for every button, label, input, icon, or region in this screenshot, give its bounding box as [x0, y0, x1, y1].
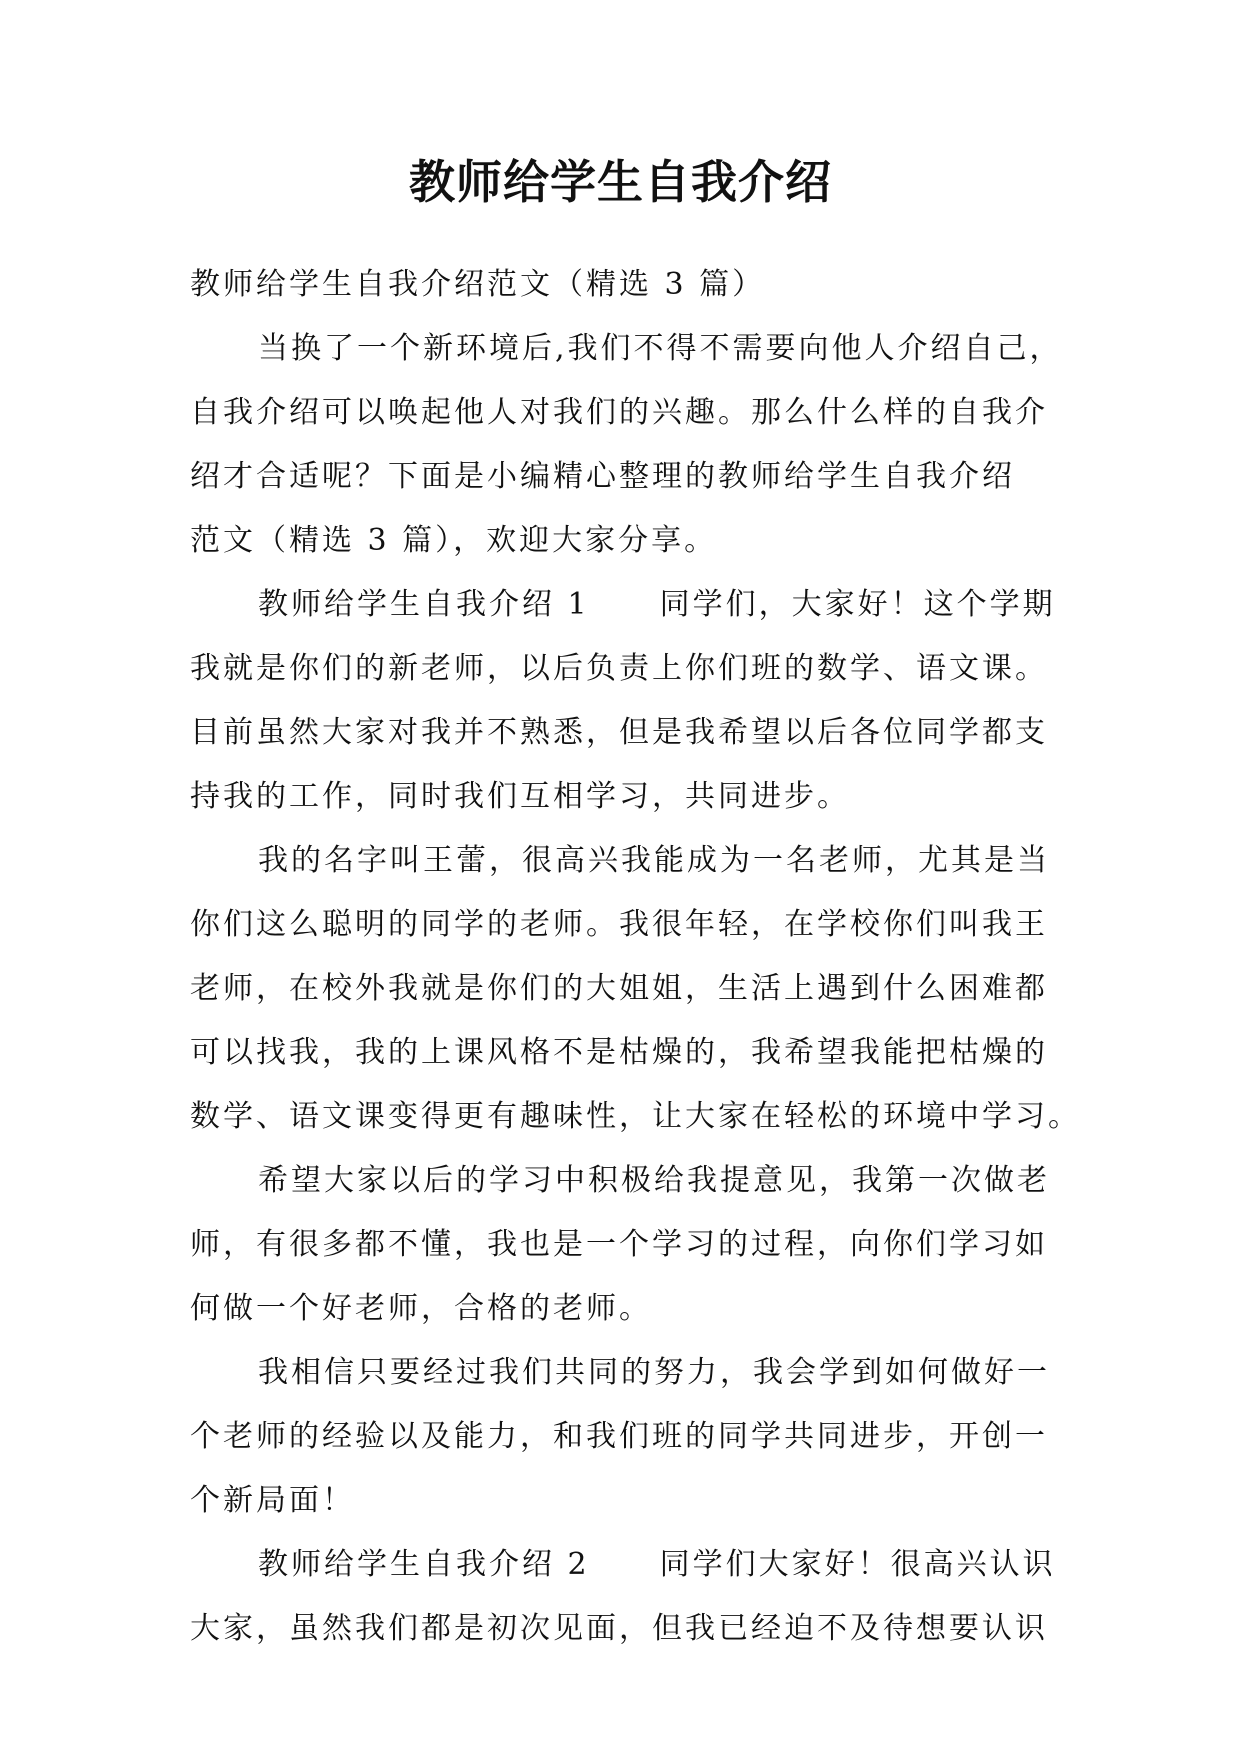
- paragraph-line: 我的名字叫王蕾，很高兴我能成为一名老师，尤其是当: [258, 843, 1050, 878]
- paragraph-line: 可以找我，我的上课风格不是枯燥的，我希望我能把枯燥的: [190, 1035, 1048, 1070]
- paragraph-line: 个新局面！: [190, 1483, 355, 1518]
- paragraph-line: 当换了一个新环境后,我们不得不需要向他人介绍自己，: [258, 331, 1063, 366]
- paragraph-line: 范文（精选 3 篇），欢迎大家分享。: [190, 523, 718, 558]
- paragraph-line: 大家，虽然我们都是初次见面，但我已经迫不及待想要认识: [190, 1611, 1048, 1646]
- paragraph-line: 何做一个好老师，合格的老师。: [190, 1291, 652, 1326]
- paragraph-line: 持我的工作，同时我们互相学习，共同进步。: [190, 779, 850, 814]
- paragraph-line: 自我介绍可以唤起他人对我们的兴趣。那么什么样的自我介: [190, 395, 1048, 430]
- paragraph-line: 数学、语文课变得更有趣味性，让大家在轻松的环境中学习。: [190, 1099, 1081, 1134]
- paragraph-line: 老师，在校外我就是你们的大姐姐，生活上遇到什么困难都: [190, 971, 1048, 1006]
- paragraph-line: 个老师的经验以及能力，和我们班的同学共同进步，开创一: [190, 1419, 1048, 1454]
- document-title: 教师给学生自我介绍: [409, 155, 832, 209]
- section-heading-line: [190, 1533, 1070, 1597]
- paragraph-line: 希望大家以后的学习中积极给我提意见，我第一次做老: [258, 1163, 1050, 1198]
- paragraph-line: 你们这么聪明的同学的老师。我很年轻，在学校你们叫我王: [190, 907, 1048, 942]
- paragraph-line: 我就是你们的新老师，以后负责上你们班的数学、语文课。: [190, 651, 1048, 686]
- section-opening-text: 同学们大家好！很高兴认识: [659, 1547, 1056, 1582]
- paragraph-line: 绍才合适呢？下面是小编精心整理的教师给学生自我介绍: [190, 459, 1015, 494]
- section-heading-line: [190, 573, 1070, 637]
- paragraph-line: 师，有很多都不懂，我也是一个学习的过程，向你们学习如: [190, 1227, 1048, 1262]
- subtitle-line: 教师给学生自我介绍范文（精选 3 篇）: [190, 267, 766, 302]
- section-opening-text: 同学们，大家好！这个学期: [659, 587, 1056, 622]
- section-heading-1: 教师给学生自我介绍 1: [258, 587, 590, 622]
- paragraph-line: 目前虽然大家对我并不熟悉，但是我希望以后各位同学都支: [190, 715, 1048, 750]
- paragraph-line: 我相信只要经过我们共同的努力，我会学到如何做好一: [258, 1355, 1050, 1390]
- document-body: [190, 253, 1081, 1661]
- section-heading-2: 教师给学生自我介绍 2: [258, 1547, 590, 1582]
